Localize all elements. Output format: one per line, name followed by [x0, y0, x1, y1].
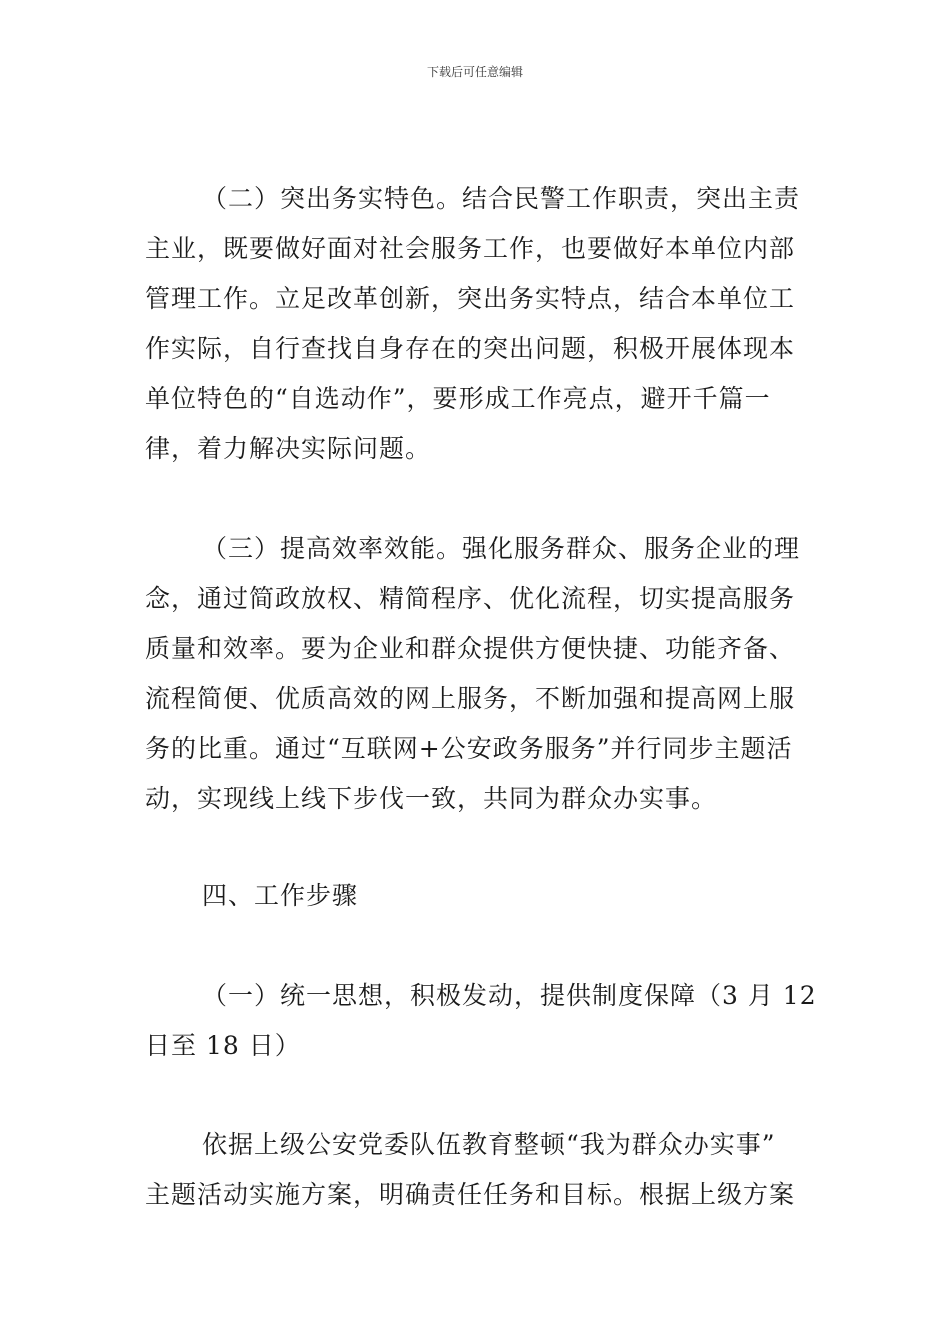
paragraph-line: 单位特色的“自选动作”，要形成工作亮点，避开千篇一	[145, 384, 771, 413]
paragraph-basis	[145, 1120, 810, 1220]
paragraph-line: 务的比重。通过“互联网+公安政务服务”并行同步主题活	[145, 734, 793, 763]
paragraph-line: 动，实现线上线下步伐一致，共同为群众办实事。	[145, 784, 718, 813]
paragraph-line: 主题活动实施方案，明确责任任务和目标。根据上级方案	[145, 1180, 796, 1209]
paragraph-line: 流程简便、优质高效的网上服务，不断加强和提高网上服	[145, 684, 796, 713]
section-heading-text: 四、工作步骤	[202, 881, 359, 910]
section-heading	[145, 871, 810, 921]
paragraph-line: （二）突出务实特色。结合民警工作职责，突出主责	[202, 184, 801, 213]
paragraph-line: 律，着力解决实际问题。	[145, 434, 432, 463]
page-header: 下载后可任意编辑	[426, 65, 523, 79]
paragraph-efficiency	[145, 524, 810, 824]
paragraph-line: 管理工作。立足改革创新，突出务实特点，结合本单位工	[145, 284, 796, 313]
paragraph-prominent-practical	[145, 174, 810, 474]
paragraph-line: 主业，既要做好面对社会服务工作，也要做好本单位内部	[145, 234, 796, 263]
paragraph-line: （三）提高效率效能。强化服务群众、服务企业的理	[202, 534, 801, 563]
paragraph-line: 日至 18 日）	[145, 1031, 301, 1060]
paragraph-line: （一）统一思想，积极发动，提供制度保障（3 月 12	[202, 981, 817, 1010]
paragraph-step-one	[145, 971, 817, 1071]
paragraph-line: 依据上级公安党委队伍教育整顿“我为群众办实事”	[202, 1130, 776, 1159]
paragraph-line: 作实际，自行查找自身存在的突出问题，积极开展体现本	[145, 334, 796, 363]
paragraph-line: 质量和效率。要为企业和群众提供方便快捷、功能齐备、	[145, 634, 796, 663]
paragraph-line: 念，通过简政放权、精简程序、优化流程，切实提高服务	[145, 584, 796, 613]
